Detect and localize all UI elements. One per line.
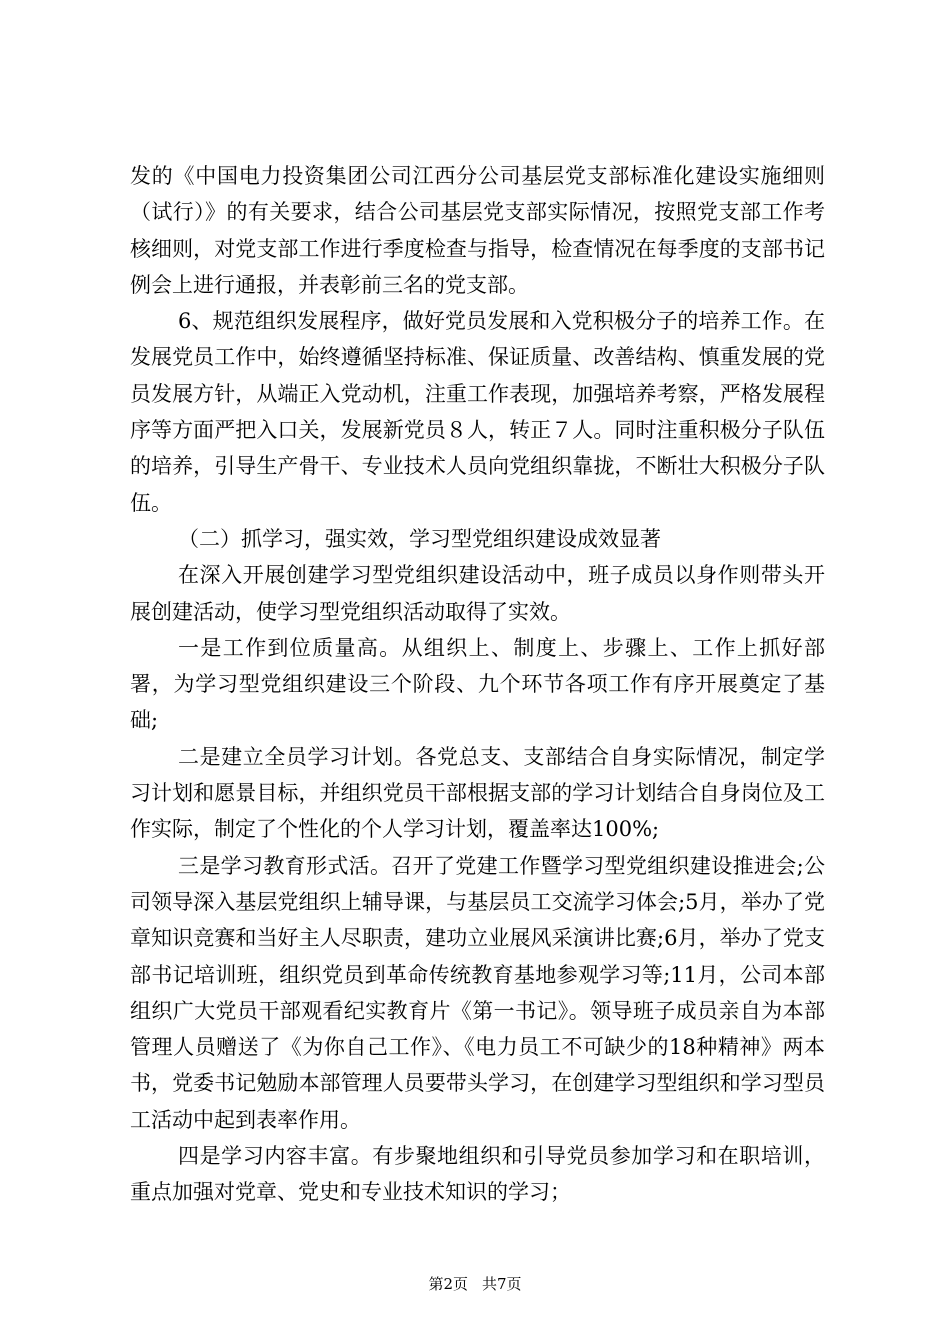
- paragraph: 二是建立全员学习计划。各党总支、支部结合自身实际情况，制定学习计划和愿景目标，并组织党员干部根据支部的学习计划结合自身岗位及工作实际，制定了个性化的个人学习计划，覆盖率达100%;: [130, 744, 825, 842]
- paragraph: 一是工作到位质量高。从组织上、制度上、步骤上、工作上抓好部署，为学习型党组织建设三个阶段、九个环节各项工作有序开展奠定了基础;: [130, 635, 825, 733]
- paragraph: 在深入开展创建学习型党组织建设活动中，班子成员以身作则带头开展创建活动，使学习型党组织活动取得了实效。: [130, 563, 825, 624]
- page-footer: [0, 1273, 950, 1294]
- page-total: 共7页: [482, 1275, 522, 1293]
- paragraph: （二）抓学习，强实效，学习型党组织建设成效显著: [178, 526, 661, 551]
- paragraph: 四是学习内容丰富。有步聚地组织和引导党员参加学习和在职培训，重点加强对党章、党史和专业技术知识的学习；: [130, 1144, 825, 1205]
- document-body: [130, 158, 825, 1211]
- paragraph: 发的《中国电力投资集团公司江西分公司基层党支部标准化建设实施细则（试行）》的有关要求，结合公司基层党支部实际情况，按照党支部工作考核细则，对党支部工作进行季度检查与指导，检查情况在每季度的支部书记例会上进行通报，并表彰前三名的党支部。: [130, 164, 825, 297]
- page-number: 第2页: [428, 1275, 468, 1293]
- paragraph: 三是学习教育形式活。召开了党建工作暨学习型党组织建设推进会;公司领导深入基层党组织上辅导课，与基层员工交流学习体会;5月，举办了党章知识竞赛和当好主人尽职责，建功立业展风采演讲比赛;6月，举办了党支部书记培训班，组织党员到革命传统教育基地参观学习等;11月，公司本部组织广大党员干部观看纪实教育片《第一书记》。领导班子成员亲自为本部管理人员赠送了《为你自己工作》、《电力员工不可缺少的18种精神》两本书，党委书记勉励本部管理人员要带头学习，在创建学习型组织和学习型员工活动中起到表率作用。: [130, 853, 825, 1132]
- paragraph: 6、规范组织发展程序，做好党员发展和入党积极分子的培养工作。在发展党员工作中，始终遵循坚持标准、保证质量、改善结构、慎重发展的党员发展方针，从端正入党动机，注重工作表现，加强培养考察，严格发展程序等方面严把入口关，发展新党员８人，转正７人。同时注重积极分子队伍的培养，引导生产骨干、专业技术人员向党组织靠拢，不断壮大积极分子队伍。: [130, 309, 825, 515]
